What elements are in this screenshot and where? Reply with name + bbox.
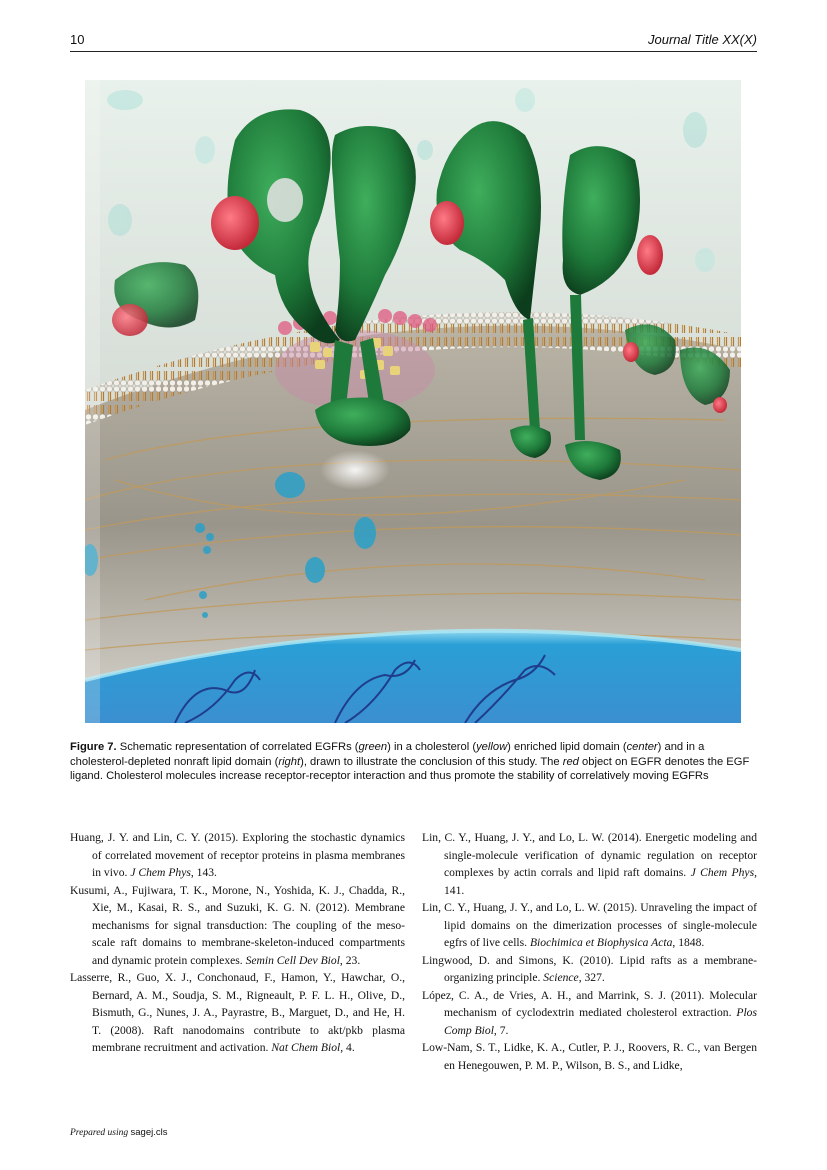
reference-entry [422,987,757,1040]
footer-prefix: Prepared using [70,1128,131,1138]
reference-source: Plos Comp Biol [444,1006,757,1037]
caption-text [70,741,749,782]
reference-text: López, C. A., de Vries, A. H., and Marrink, S. J. (2011). Molecular mechanism of cyclodextrin mediated cholesterol extraction. [422,988,757,1019]
figure-label: Figure 7. [70,741,117,753]
reference-entry [422,899,757,952]
reference-text: Lin, C. Y., Huang, J. Y., and Lo, L. W. (2014). Energetic modeling and single-molecule verification of dynamic regulation on receptor complexes by actin corrals and lipid raft domains. [422,831,757,879]
caption-fragment: red [562,755,579,768]
figure-7-illustration [85,80,741,723]
caption-fragment: green [358,741,388,753]
references-right-column [422,829,757,1074]
footer [70,1127,167,1138]
reference-source: Science [543,971,579,984]
reference-text: Lingwood, D. and Simons, K. (2010). Lipid rafts as a membrane-organizing principle. [422,953,757,984]
references-left-column [70,829,405,1057]
caption-fragment: ), drawn to illustrate the conclusion of this study. The [300,755,563,768]
reference-text: Huang, J. Y. and Lin, C. Y. (2015). Exploring the stochastic dynamics of correlated movement of receptor proteins in plasma membranes in vivo. [70,831,405,879]
page-number: 10 [70,32,85,47]
caption-fragment: ) enriched lipid domain ( [507,741,627,753]
reference-entry [70,882,405,970]
reference-source: J Chem Phys [690,866,755,879]
reference-volume: , 143. [190,866,217,879]
reference-volume: , 4. [340,1041,355,1054]
footer-class-name: sagej.cls [130,1127,168,1138]
reference-source: J Chem Phys [130,866,191,879]
reference-entry [70,969,405,1057]
caption-fragment: ) and in a cholesterol-depleted nonraft lipid domain ( [70,741,705,768]
journal-title: Journal Title XX(X) [648,32,757,47]
reference-volume: , 327. [578,971,605,984]
reference-source: Biochimica et Biophysica Acta [529,936,673,949]
running-header [70,30,757,52]
egf-ligand-mid [430,201,464,245]
reference-volume: , 7. [493,1023,509,1037]
egf-ligand-left [211,196,259,250]
reference-entry [70,829,405,882]
reference-entry [422,829,757,899]
reference-text: Lin, C. Y., Huang, J. Y., and Lo, L. W. (2015). Unraveling the impact of lipid domains on the dimerization processes of single-molecule egfrs of live cells. [422,901,757,949]
reference-volume: , 1848. [672,936,705,949]
reference-text: Lasserre, R., Guo, X. J., Conchonaud, F., Hamon, Y., Hawchar, O., Bernard, A. M., Soudja, S. M., Rigneault, P. F. L. H., Olive, D., Bismuth, G., Nunes, J. A., Payrastre, B., Marguet, D., and He, H. T. (2008). Raft nanodomains contribute to akt/pkb plasma membrane recruitment and activation. [70,971,405,1054]
caption-fragment: Schematic representation of correlated EGFRs ( [119,741,359,753]
caption-fragment: object on EGFR denotes the EGF ligand. Cholesterol molecules increase receptor-receptor interaction and thus promote the stability of correlatively moving EGFRs [70,755,750,782]
egf-ligand-far [637,235,663,275]
figure-caption [70,740,757,784]
reference-entry [422,1039,757,1074]
egfr-membrane-illustration [85,80,741,723]
reference-entry [422,952,757,987]
reference-source: Semin Cell Dev Biol [245,953,340,967]
reference-source: Nat Chem Biol [271,1041,341,1054]
reference-volume: , 141. [444,866,757,897]
caption-fragment: yellow [476,741,508,753]
reference-volume: , 23. [339,953,361,967]
caption-fragment: right [278,755,301,768]
reference-text: Kusumi, A., Fujiwara, T. K., Morone, N., Yoshida, K. J., Chadda, R., Xie, M., Kasai, R. S., and Suzuki, K. G. N. (2012). Membrane mechanisms for signal transduction: The coupling of the meso-scale raft domains to membrane-skeleton-induced compartments and dynamic protein complexes. [70,883,405,967]
caption-fragment: ) in a cholesterol ( [387,741,477,753]
caption-fragment: center [626,741,658,753]
reference-text: Low-Nam, S. T., Lidke, K. A., Cutler, P. J., Roovers, R. C., van Bergen en Henegouwen, P. M. P., Wilson, B. S., and Lidke, [422,1041,757,1072]
